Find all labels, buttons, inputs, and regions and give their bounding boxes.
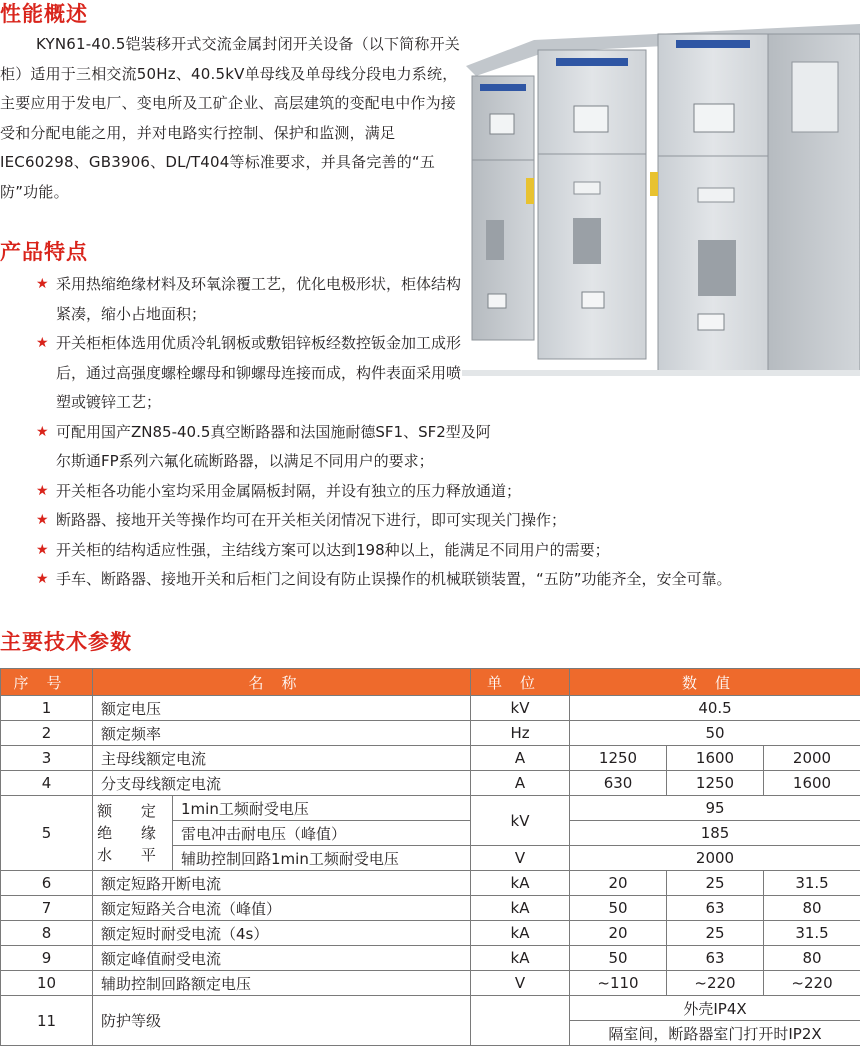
row-value: 2000 [570, 846, 860, 871]
params-table [0, 668, 860, 1046]
row-name: 额定短路关合电流（峰值） [93, 896, 471, 921]
row-value: 630 [570, 771, 667, 796]
row-value: 1250 [667, 771, 764, 796]
row-value: 31.5 [764, 871, 860, 896]
row-name: 辅助控制回路1min工频耐受电压 [173, 846, 471, 871]
row-value: 95 [570, 796, 860, 821]
row-value: ~110 [570, 971, 667, 996]
table-row [1, 696, 860, 721]
row-value: 1250 [570, 746, 667, 771]
row-unit [471, 996, 570, 1046]
params-title: 主要技术参数 [0, 630, 132, 654]
row-value: 25 [667, 921, 764, 946]
features-list [0, 270, 856, 595]
row-name: 主母线额定电流 [93, 746, 471, 771]
row-unit: kV [471, 796, 570, 846]
row-value: 63 [667, 896, 764, 921]
overview-body: KYN61-40.5铠装移开式交流金属封闭开关设备（以下简称开关柜）适用于三相交流50Hz、40.5kV单母线及单母线分段电力系统，主要应用于发电厂、变电所及工矿企业、高层建筑的变配电中作为接受和分配电能之用，并对电路实行控制、保护和监测，满足IEC60298、GB3906、DL/T404等标准要求，并具备完善的“五防”功能。 [0, 35, 460, 201]
table-row [1, 721, 860, 746]
feature-item: ★ 采用热缩绝缘材料及环氧涂覆工艺，优化电极形状，柜体结构紧凑，缩小占地面积； [0, 270, 461, 329]
star-icon: ★ [36, 335, 49, 351]
table-row [1, 946, 860, 971]
row-name: 辅助控制回路额定电压 [93, 971, 471, 996]
table-row [1, 871, 860, 896]
header-value: 数值 [570, 669, 860, 696]
table-row [1, 796, 860, 821]
table-row [1, 771, 860, 796]
table-header-row [1, 669, 860, 696]
star-icon: ★ [36, 276, 49, 292]
table-row [1, 921, 860, 946]
row-name: 1min工频耐受电压 [173, 796, 471, 821]
row-no: 4 [1, 771, 93, 796]
row-name: 分支母线额定电流 [93, 771, 471, 796]
row-value: 1600 [667, 746, 764, 771]
row-value: 50 [570, 721, 860, 746]
group-label: 额 定 绝 缘 水 平 [93, 796, 173, 871]
star-icon: ★ [36, 423, 49, 440]
row-no: 3 [1, 746, 93, 771]
row-no: 5 [1, 796, 93, 871]
row-value: 50 [570, 896, 667, 921]
row-value: 隔室间，断路器室门打开时IP2X [570, 1021, 860, 1046]
row-unit: kA [471, 946, 570, 971]
row-unit: kA [471, 896, 570, 921]
header-unit: 单位 [471, 669, 570, 696]
row-value: 31.5 [764, 921, 860, 946]
feature-item: ★ 可配用国产ZN85-40.5真空断路器和法国施耐德SF1、SF2型及阿尔斯通FP系列六氟化硫断路器，以满足不同用户的要求； [0, 418, 496, 477]
row-no: 10 [1, 971, 93, 996]
row-unit: V [471, 846, 570, 871]
row-unit: kV [471, 696, 570, 721]
row-name: 额定电压 [93, 696, 471, 721]
row-value: 40.5 [570, 696, 860, 721]
row-unit: kA [471, 921, 570, 946]
row-no: 6 [1, 871, 93, 896]
row-unit: V [471, 971, 570, 996]
row-value: ~220 [764, 971, 860, 996]
row-value: 1600 [764, 771, 860, 796]
star-icon: ★ [36, 482, 49, 499]
row-value: 80 [764, 896, 860, 921]
row-value: 25 [667, 871, 764, 896]
feature-item: ★ 开关柜柜体选用优质冷轧钢板或敷铝锌板经数控钣金加工成形后，通过高强度螺栓螺母和铆螺母连接而成，构件表面采用喷塑或镀锌工艺； [0, 329, 461, 418]
row-unit: kA [471, 871, 570, 896]
header-name: 名称 [93, 669, 471, 696]
row-unit: Hz [471, 721, 570, 746]
row-value: 2000 [764, 746, 860, 771]
row-value: 20 [570, 871, 667, 896]
row-value: ~220 [667, 971, 764, 996]
row-value: 185 [570, 821, 860, 846]
row-name: 额定短路开断电流 [93, 871, 471, 896]
row-no: 7 [1, 896, 93, 921]
feature-item: ★ 断路器、接地开关等操作均可在开关柜关闭情况下进行，即可实现关门操作； [0, 506, 856, 536]
row-value: 外壳IP4X [570, 996, 860, 1021]
feature-item: ★ 开关柜各功能小室均采用金属隔板封隔，并设有独立的压力释放通道； [0, 477, 856, 507]
row-no: 9 [1, 946, 93, 971]
star-icon: ★ [36, 512, 49, 528]
row-value: 50 [570, 946, 667, 971]
row-value: 63 [667, 946, 764, 971]
feature-item: ★ 手车、断路器、接地开关和后柜门之间设有防止误操作的机械联锁装置，“五防”功能齐全，安全可靠。 [0, 565, 856, 595]
feature-item: ★ 开关柜的结构适应性强，主结线方案可以达到198种以上，能满足不同用户的需要； [0, 536, 856, 566]
row-name: 雷电冲击耐电压（峰值） [173, 821, 471, 846]
features-title: 产品特点 [0, 240, 88, 264]
star-icon: ★ [36, 541, 49, 558]
table-row [1, 746, 860, 771]
row-no: 2 [1, 721, 93, 746]
row-value: 20 [570, 921, 667, 946]
row-name: 防护等级 [93, 996, 471, 1046]
row-value: 80 [764, 946, 860, 971]
row-name: 额定短时耐受电流（4s） [93, 921, 471, 946]
header-no: 序号 [1, 669, 93, 696]
star-icon: ★ [36, 571, 49, 587]
row-no: 8 [1, 921, 93, 946]
row-name: 额定峰值耐受电流 [93, 946, 471, 971]
row-unit: A [471, 746, 570, 771]
row-no: 1 [1, 696, 93, 721]
row-no: 11 [1, 996, 93, 1046]
table-row [1, 896, 860, 921]
table-row [1, 971, 860, 996]
row-unit: A [471, 771, 570, 796]
table-row [1, 996, 860, 1021]
row-name: 额定频率 [93, 721, 471, 746]
overview-title: 性能概述 [0, 2, 88, 26]
